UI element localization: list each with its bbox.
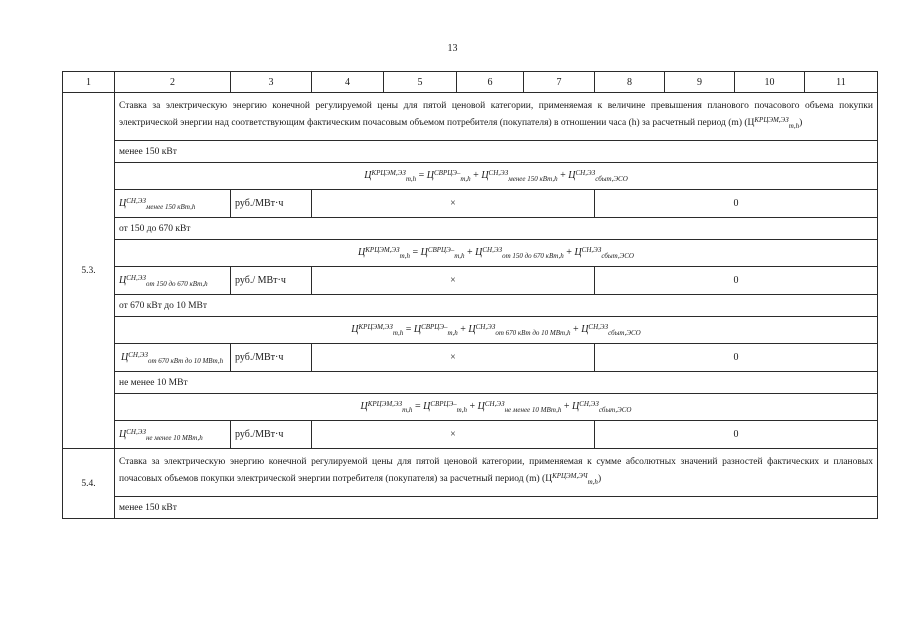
row-number: 5.4. [63,449,115,519]
unit-of-measure: руб./МВт·ч [231,421,312,449]
power-range-label: от 150 до 670 кВт [115,218,878,240]
value-cell: 0 [595,190,878,218]
component-designation: $Ц^{СН,ЭЗ}_{от 150 до 670 кВт,h}$ [115,267,231,295]
row-number: 5.3. [63,93,115,449]
cross-mark: × [312,421,595,449]
tariff-formula: $Ц^{КРЦЭМ,ЭЗ}_{m,h} = Ц^{СВРЦЭ-}_{m,h} + Ц^{СН,ЭЗ}_{не менее 10 МВт,h} + Ц^{СН,ЭЗ}_{сбыт,ЭСО}$ [115,394,878,421]
row-description: Ставка за электрическую энергию конечной регулируемой цены для пятой ценовой категории, применяемая к величине превышения планового почасового объема покупки электрической энергии над соответствующим фактическим почасовым объемом потребителя (покупателя) в отношении часа (h) за расчетный период (m) $(Ц^{КРЦЭМ,ЭЗ}_{m,h})$ [115,93,878,141]
column-number: 1 [63,72,115,93]
column-number: 4 [312,72,384,93]
component-designation: $Ц^{СН,ЭЗ}_{не менее 10 МВт,h}$ [115,421,231,449]
value-cell: 0 [595,344,878,372]
column-number: 8 [595,72,665,93]
tariff-formula: $Ц^{КРЦЭМ,ЭЗ}_{m,h} = Ц^{СВРЦЭ-}_{m,h} + Ц^{СН,ЭЗ}_{от 670 кВт до 10 МВт,h} + Ц^{СН,ЭЗ}_{сбыт,ЭСО}$ [115,317,878,344]
column-number: 3 [231,72,312,93]
tariff-formula: $Ц^{КРЦЭМ,ЭЗ}_{m,h} = Ц^{СВРЦЭ-}_{m,h} + Ц^{СН,ЭЗ}_{от 150 до 670 кВт,h} + Ц^{СН,ЭЗ}_{сбыт,ЭСО}$ [115,240,878,267]
value-cell: 0 [595,421,878,449]
cross-mark: × [312,344,595,372]
cross-mark: × [312,190,595,218]
column-number: 7 [524,72,595,93]
column-number: 9 [665,72,735,93]
column-number: 5 [384,72,457,93]
column-number-row [63,72,878,93]
row-5-4-description [63,449,878,497]
row-5-3-description [63,93,878,141]
power-range-label: менее 150 кВт [115,141,878,163]
component-designation: $Ц^{СН,ЭЗ}_{менее 150 кВт,h}$ [115,190,231,218]
unit-of-measure: руб./ МВт·ч [231,267,312,295]
unit-of-measure: руб./МВт·ч [231,344,312,372]
column-number: 6 [457,72,524,93]
column-number: 2 [115,72,231,93]
row-description: Ставка за электрическую энергию конечной регулируемой цены для пятой ценовой категории, применяемая к сумме абсолютных значений разностей фактических и плановых почасовых объемов покупки электрической энергии потребителя (покупателя) за расчетный период (m) $(Ц^{КРЦЭМ,ЭЧ}_{m,h})$ [115,449,878,497]
power-range-label: не менее 10 МВт [115,372,878,394]
column-number: 11 [805,72,878,93]
tariff-formula: $Ц^{КРЦЭМ,ЭЗ}_{m,h} = Ц^{СВРЦЭ-}_{m,h} + Ц^{СН,ЭЗ}_{менее 150 кВт,h} + Ц^{СН,ЭЗ}_{сбыт,ЭСО}$ [115,163,878,190]
column-number: 10 [735,72,805,93]
component-designation: $Ц^{СН,ЭЗ}_{от 670 кВт до 10 МВт,h}$ [115,344,231,372]
power-range-label: менее 150 кВт [115,497,878,519]
cross-mark: × [312,267,595,295]
tariff-table [62,71,878,519]
unit-of-measure: руб./МВт·ч [231,190,312,218]
page-number: 13 [447,43,458,54]
power-range-label: от 670 кВт до 10 МВт [115,295,878,317]
value-cell: 0 [595,267,878,295]
